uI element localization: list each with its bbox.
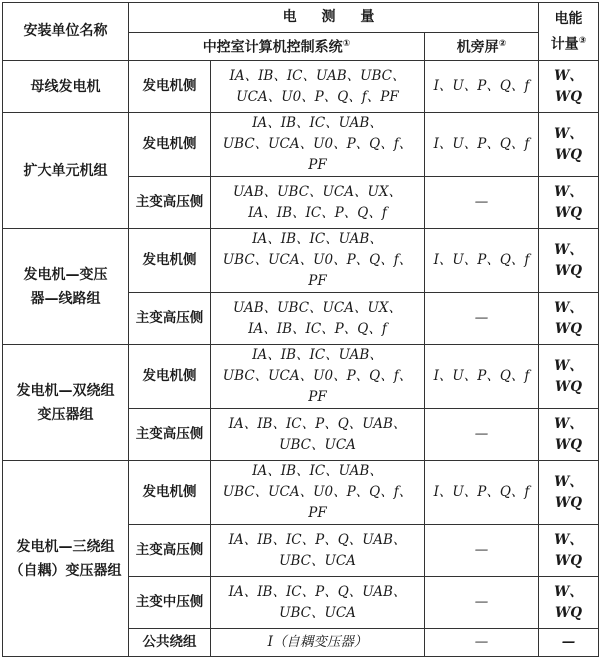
table-row <box>3 61 599 113</box>
measure-side: 主变高压侧 <box>129 409 211 461</box>
measure-side: 发电机侧 <box>129 345 211 409</box>
energy-note: ③ <box>578 35 587 46</box>
measure-side: 主变高压侧 <box>129 293 211 345</box>
energy-metering: W、WQ <box>539 525 599 577</box>
measure-header: 电 测 量 <box>129 3 539 33</box>
control-system-measurements: IA、IB、IC、UAB、 UBC、UCA、U0、P、Q、f、PF <box>211 345 425 409</box>
table-row <box>3 229 599 293</box>
control-system-measurements: IA、IB、IC、UAB、 UBC、UCA、U0、P、Q、f、PF <box>211 229 425 293</box>
table-row <box>3 113 599 177</box>
control-system-measurements: IA、IB、IC、UAB、UBC、 UCA、U0、P、Q、f、PF <box>211 61 425 113</box>
control-system-header <box>129 33 425 61</box>
table-row <box>3 461 599 525</box>
install-unit-name: 发电机—变压 器—线路组 <box>3 229 129 345</box>
energy-metering: W、WQ <box>539 577 599 629</box>
energy-metering: — <box>539 629 599 657</box>
install-unit-name: 发电机—双绕组 变压器组 <box>3 345 129 461</box>
energy-metering: W、WQ <box>539 113 599 177</box>
control-system-measurements: I（自耦变压器） <box>211 629 425 657</box>
measure-side: 公共绕组 <box>129 629 211 657</box>
install-unit-name: 扩大单元机组 <box>3 113 129 229</box>
measure-side: 发电机侧 <box>129 61 211 113</box>
measure-side: 主变中压侧 <box>129 577 211 629</box>
install-unit-header: 安装单位名称 <box>3 3 129 61</box>
energy-metering: W、WQ <box>539 293 599 345</box>
side-panel-label: 机旁屏 <box>456 39 499 56</box>
side-panel-measurements: — <box>425 525 539 577</box>
table-body <box>3 3 599 657</box>
table-row <box>3 345 599 409</box>
control-system-measurements: UAB、UBC、UCA、UX、 IA、IB、IC、P、Q、f <box>211 177 425 229</box>
control-system-measurements: IA、IB、IC、UAB、 UBC、UCA、U0、P、Q、f、PF <box>211 113 425 177</box>
measure-side: 主变高压侧 <box>129 177 211 229</box>
side-panel-measurements: I、U、P、Q、f <box>425 461 539 525</box>
energy-metering: W、WQ <box>539 229 599 293</box>
install-unit-name: 母线发电机 <box>3 61 129 113</box>
energy-metering: W、WQ <box>539 61 599 113</box>
energy-metering: W、WQ <box>539 461 599 525</box>
control-system-measurements: IA、IB、IC、P、Q、UAB、 UBC、UCA <box>211 409 425 461</box>
energy-metering: W、WQ <box>539 345 599 409</box>
side-panel-header <box>425 33 539 61</box>
side-panel-measurements: I、U、P、Q、f <box>425 61 539 113</box>
control-system-measurements: IA、IB、IC、P、Q、UAB、 UBC、UCA <box>211 577 425 629</box>
measure-side: 发电机侧 <box>129 113 211 177</box>
measurement-table <box>2 2 599 657</box>
measure-side: 发电机侧 <box>129 461 211 525</box>
side-panel-measurements: I、U、P、Q、f <box>425 345 539 409</box>
control-system-measurements: UAB、UBC、UCA、UX、 IA、IB、IC、P、Q、f <box>211 293 425 345</box>
side-panel-measurements: I、U、P、Q、f <box>425 113 539 177</box>
control-system-label: 中控室计算机控制系统 <box>202 39 343 56</box>
side-panel-measurements: — <box>425 293 539 345</box>
energy-metering: W、WQ <box>539 177 599 229</box>
install-unit-name: 发电机—三绕组 （自耦）变压器组 <box>3 461 129 657</box>
energy-label: 电能 计量 <box>550 10 583 53</box>
side-panel-measurements: — <box>425 177 539 229</box>
side-panel-measurements: — <box>425 577 539 629</box>
control-system-measurements: IA、IB、IC、P、Q、UAB、 UBC、UCA <box>211 525 425 577</box>
control-system-measurements: IA、IB、IC、UAB、 UBC、UCA、U0、P、Q、f、PF <box>211 461 425 525</box>
side-panel-measurements: I、U、P、Q、f <box>425 229 539 293</box>
header-row-1 <box>3 3 599 33</box>
control-system-note: ① <box>342 39 351 50</box>
side-panel-measurements: — <box>425 409 539 461</box>
side-panel-measurements: — <box>425 629 539 657</box>
measure-side: 发电机侧 <box>129 229 211 293</box>
measure-side: 主变高压侧 <box>129 525 211 577</box>
side-panel-note: ② <box>498 39 507 50</box>
energy-header <box>539 3 599 61</box>
energy-metering: W、WQ <box>539 409 599 461</box>
